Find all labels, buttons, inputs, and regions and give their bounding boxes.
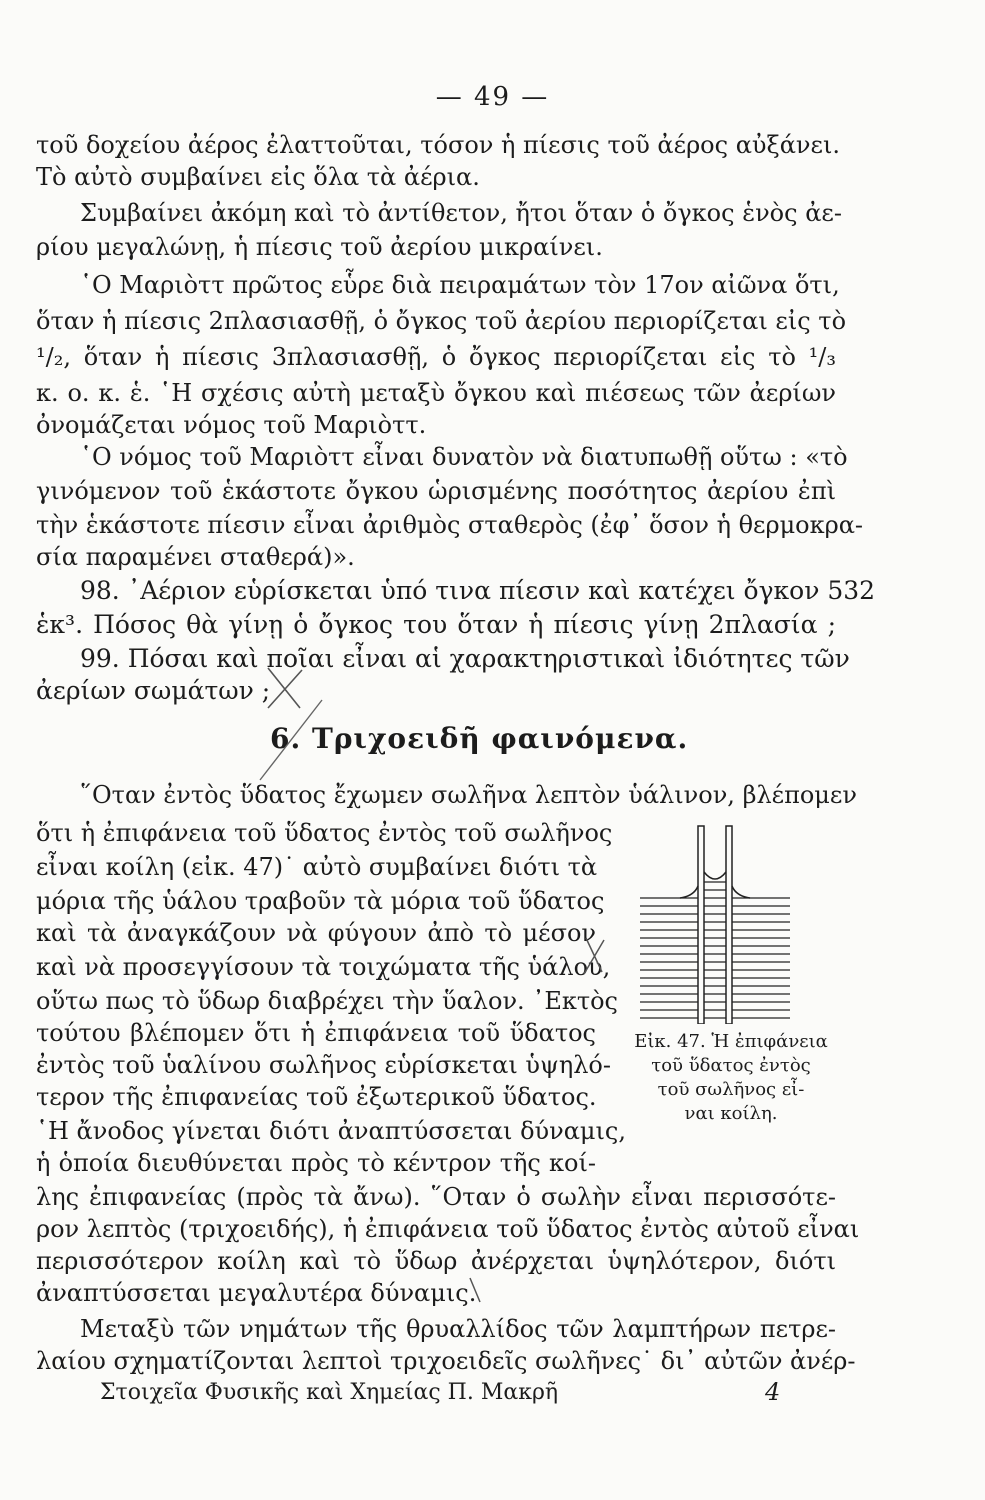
- text-line: Τὸ αὐτὸ συμβαίνει εἰς ὅλα τὰ ἀέρια.: [36, 163, 480, 191]
- text-line: ἑκ³. Πόσος θὰ γίνῃ ὁ ὄγκος του ὅταν ἡ πίεσις γίνῃ 2πλασία ;: [36, 610, 836, 639]
- text-line: μόρια τῆς ὑάλου τραβοῦν τὰ μόρια τοῦ ὕδατος: [36, 887, 605, 915]
- page-number: — 49 —: [435, 82, 550, 112]
- text-line: ἐντὸς τοῦ ὑαλίνου σωλῆνος εὑρίσκεται ὑψηλό-: [36, 1051, 611, 1079]
- caption-line: τοῦ σωλῆνος εἶ-: [657, 1079, 805, 1100]
- text-line: ῞Οταν ἐντὸς ὕδατος ἔχωμεν σωλῆνα λεπτὸν ὑάλινον, βλέπομεν: [80, 781, 857, 809]
- text-line: ἡ ὁποία διευθύνεται πρὸς τὸ κέντρον τῆς κοί-: [36, 1149, 596, 1177]
- text-line: ἀναπτύσσεται μεγαλυτέρα δύναμις.: [36, 1279, 477, 1307]
- text-line: περισσότερον κοίλη καὶ τὸ ὕδωρ ἀνέρχεται ὑψηλότερον, διότι: [36, 1247, 836, 1275]
- text-line: κ. ο. κ. ἑ. ῾Η σχέσις αὐτὴ μεταξὺ ὄγκου καὶ πιέσεως τῶν ἀερίων: [36, 379, 836, 407]
- footer-book-title: Στοιχεῖα Φυσικῆς καὶ Χημείας Π. Μακρῆ: [100, 1380, 559, 1405]
- section-heading: 6. Τριχοειδῆ φαινόμενα.: [270, 722, 689, 755]
- text-line: λαίου σχηματίζονται λεπτοὶ τριχοειδεῖς σωλῆνες˙ δι᾽ αὐτῶν ἀνέρ-: [36, 1347, 856, 1375]
- text-line: ὅταν ἡ πίεσις 2πλασιασθῇ, ὁ ὄγκος τοῦ ἀερίου περιορίζεται εἰς τὸ: [36, 307, 847, 335]
- text-line: καὶ νὰ προσεγγίσουν τὰ τοιχώματα τῆς ὑάλου,: [36, 953, 611, 981]
- text-line: εἶναι κοίλη (εἰκ. 47)˙ αὐτὸ συμβαίνει διότι τὰ: [36, 853, 598, 881]
- figure-caption: [612, 1030, 850, 1126]
- text-line: τούτου βλέπομεν ὅτι ἡ ἐπιφάνεια τοῦ ὕδατος: [36, 1019, 596, 1047]
- text-line: ρον λεπτὸς (τριχοειδής), ἡ ἐπιφάνεια τοῦ ὕδατος ἐντὸς αὐτοῦ εἶναι: [36, 1215, 860, 1243]
- capillary-tube-figure: [640, 824, 790, 1024]
- text-line: ἀερίων σωμάτων ;: [36, 676, 271, 705]
- text-line: ρίου μεγαλώνῃ, ἡ πίεσις τοῦ ἀερίου μικραίνει.: [36, 233, 603, 261]
- caption-line: τοῦ ὕδατος ἐντὸς: [651, 1055, 811, 1076]
- text-line: ῾Η ἄνοδος γίνεται διότι ἀναπτύσσεται δύναμις,: [36, 1117, 626, 1145]
- text-line: γινόμενον τοῦ ἑκάστοτε ὄγκου ὡρισμένης ποσότητος ἀερίου ἐπὶ: [36, 477, 836, 505]
- caption-line: ναι κοίλη.: [684, 1103, 778, 1124]
- text-line: οὕτω πως τὸ ὕδωρ διαβρέχει τὴν ὕαλον. ᾽Εκτὸς: [36, 987, 618, 1015]
- text-line: λης ἐπιφανείας (πρὸς τὰ ἄνω). ῞Οταν ὁ σωλὴν εἶναι περισσότε-: [36, 1183, 836, 1211]
- text-line: τοῦ δοχείου ἀέρος ἐλαττοῦται, τόσον ἡ πίεσις τοῦ ἀέρος αὐξάνει.: [36, 131, 840, 159]
- text-line: ῾Ο νόμος τοῦ Μαριὸττ εἶναι δυνατὸν νὰ διατυπωθῇ οὕτω : «τὸ: [80, 443, 848, 471]
- caption-line: Εἰκ. 47. Ἡ ἐπιφάνεια: [634, 1031, 828, 1052]
- text-line: καὶ τὰ ἀναγκάζουν νὰ φύγουν ἀπὸ τὸ μέσον: [36, 919, 596, 947]
- exercise-98: 98. ᾽Αέριον εὑρίσκεται ὑπό τινα πίεσιν καὶ κατέχει ὄγκον 532: [80, 576, 876, 605]
- text-line: Μεταξὺ τῶν νημάτων τῆς θρυαλλίδος τῶν λαμπτήρων πετρε-: [80, 1315, 836, 1343]
- text-line: σία παραμένει σταθερά)».: [36, 543, 355, 571]
- exercise-99: 99. Πόσαι καὶ ποῖαι εἶναι αἱ χαρακτηριστικαὶ ἰδιότητες τῶν: [80, 644, 850, 673]
- text-line: τὴν ἑκάστοτε πίεσιν εἶναι ἀριθμὸς σταθερὸς (ἐφ᾽ ὅσον ἡ θερμοκρα-: [36, 511, 864, 539]
- text-line: ὀνομάζεται νόμος τοῦ Μαριὸττ.: [36, 411, 427, 439]
- text-line: ¹/₂, ὅταν ἡ πίεσις 3πλασιασθῇ, ὁ ὄγκος περιορίζεται εἰς τὸ ¹/₃: [36, 343, 836, 371]
- text-line: τερον τῆς ἐπιφανείας τοῦ ἐξωτερικοῦ ὕδατος.: [36, 1083, 597, 1111]
- text-line: Συμβαίνει ἀκόμη καὶ τὸ ἀντίθετον, ἤτοι ὅταν ὁ ὄγκος ἑνὸς ἀε-: [80, 199, 842, 227]
- text-line: ῾Ο Μαριὸττ πρῶτος εὗρε διὰ πειραμάτων τὸν 17ον αἰῶνα ὅτι,: [80, 271, 840, 299]
- text-line: ὅτι ἡ ἐπιφάνεια τοῦ ὕδατος ἐντὸς τοῦ σωλῆνος: [36, 819, 613, 847]
- footer-signature: 4: [765, 1378, 781, 1406]
